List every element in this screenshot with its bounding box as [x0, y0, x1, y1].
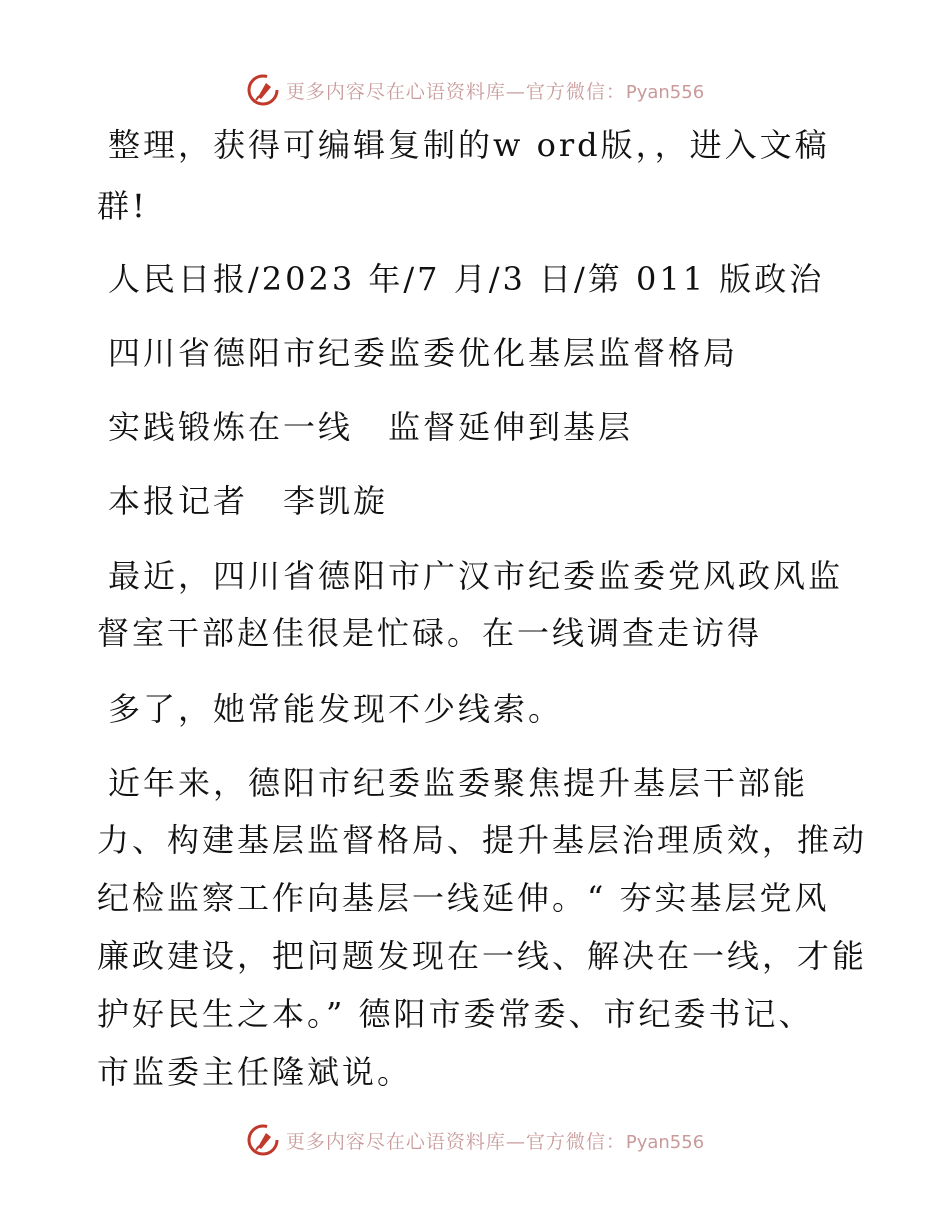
body-line: 群!: [97, 187, 148, 225]
banner-main-text: 更多内容尽在心语资料库—官方微信：: [285, 1130, 626, 1153]
body-line: 最近，四川省德阳市广汉市纪委监委党风政风监: [108, 557, 844, 595]
banner-text: [286, 1127, 704, 1154]
body-line: 护好民生之本。” 德阳市委常委、市纪委书记、: [97, 995, 814, 1033]
body-line: 市监委主任隆斌说。: [97, 1053, 413, 1091]
pen-nib-logo-icon: [246, 1123, 280, 1157]
body-line: 廉政建设，把问题发现在一线、解决在一线，才能: [97, 937, 868, 975]
body-line: 多了，她常能发现不少线索。: [108, 690, 564, 728]
body-line: 纪检监察工作向基层一线延伸。“ 夯实基层党风: [97, 879, 830, 917]
body-line: 力、构建基层监督格局、提升基层治理质效，推动: [97, 821, 868, 859]
body-line: 近年来，德阳市纪委监委聚焦提升基层干部能: [108, 764, 809, 802]
article-byline: 本报记者 李凯旋: [108, 482, 389, 520]
body-line: 督室干部赵佳很是忙碌。在一线调查走访得: [97, 614, 763, 652]
banner-contact-text: Pyan556: [625, 1131, 705, 1153]
banner-contact-text: Pyan556: [625, 81, 705, 103]
page-footer-banner: [0, 1120, 950, 1160]
article-subheadline: 实践锻炼在一线 监督延伸到基层: [108, 408, 634, 446]
article-source-line: 人民日报/2023 年/7 月/3 日/第 011 版政治: [108, 260, 825, 298]
body-line: 整理，获得可编辑复制的w ord版，，进入文稿: [108, 126, 830, 164]
article-headline: 四川省德阳市纪委监委优化基层监督格局: [108, 334, 739, 372]
banner-main-text: 更多内容尽在心语资料库—官方微信：: [285, 80, 626, 103]
